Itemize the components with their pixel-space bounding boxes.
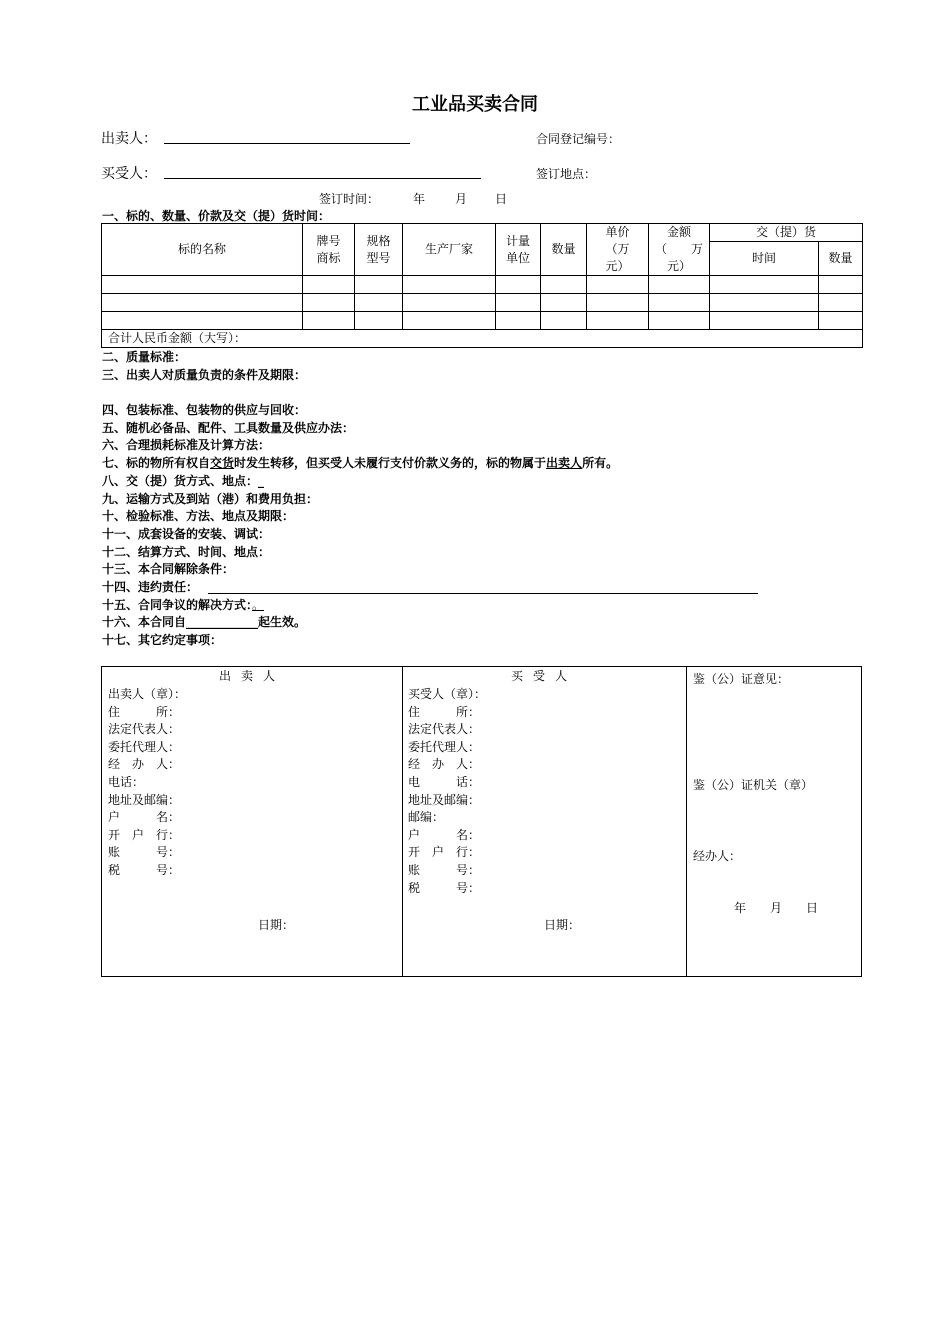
clause-17: 十七、其它约定事项：	[102, 633, 223, 647]
seller-date-label: 日期：	[258, 918, 295, 932]
header-delivery-qty: 数量	[819, 242, 863, 276]
notary-date-label: 年 月 日	[734, 901, 819, 915]
seller-column	[102, 667, 402, 976]
section1-title: 一、标的、数量、价款及交（提）货时间：	[102, 209, 331, 223]
seller-field[interactable]: 账 号：	[108, 845, 181, 860]
buyer-column-title: 买受人	[510, 669, 577, 683]
buyer-label: 买受人：	[101, 166, 157, 182]
clause-12: 十二、结算方式、时间、地点：	[102, 544, 271, 559]
contract-no-label: 合同登记编号：	[536, 132, 621, 146]
buyer-field[interactable]: 账 号：	[408, 862, 481, 877]
seller-field[interactable]: 地址及邮编：	[108, 792, 181, 807]
clause-15: 十五、合同争议的解决方式：。	[102, 597, 265, 612]
buyer-field[interactable]: 地址及邮编：	[408, 792, 481, 807]
clause-7: 七、标的物所有权自交货时发生转移，但买受人未履行支付价款义务的，标的物属于出卖人所有。	[102, 456, 619, 471]
clause-blank	[102, 384, 618, 402]
signature-box	[101, 666, 862, 977]
header-price: 单价 （万 元）	[587, 224, 649, 276]
clause-9: 九、运输方式及到站（港）和费用负担：	[102, 491, 319, 506]
seller-field[interactable]: 税 号：	[108, 862, 181, 877]
clause-4: 四、包装标准、包装物的供应与回收：	[102, 403, 307, 418]
header-delivery: 交（提）货	[710, 224, 863, 242]
buyer-field[interactable]: 委托代理人：	[408, 739, 481, 754]
seller-field[interactable]: 住 所：	[108, 704, 181, 719]
buyer-field[interactable]: 开 户 行：	[408, 845, 481, 860]
header-unit: 计量 单位	[496, 224, 541, 276]
header-spec: 规格 型号	[355, 224, 403, 276]
sign-month-label: 月	[455, 192, 468, 206]
sign-time-label: 签订时间：	[319, 192, 380, 206]
clause-2: 二、质量标准：	[102, 350, 187, 364]
clause-6: 六、合理损耗标准及计算方法：	[102, 438, 271, 453]
buyer-field[interactable]: 买受人（章）：	[408, 687, 487, 701]
header-qty: 数量	[541, 224, 587, 276]
notary-opinion-label: 鉴（公）证意见：	[693, 672, 790, 686]
clause-13: 十三、本合同解除条件：	[102, 562, 235, 577]
seller-column-title: 出卖人	[218, 669, 285, 683]
clause-11: 十一、成套设备的安装、调试：	[102, 526, 271, 541]
seller-field[interactable]: 出卖人（章）：	[108, 687, 187, 701]
clause-14: 十四、违约责任：	[102, 579, 618, 597]
header-brand: 牌号 商标	[303, 224, 355, 276]
page-title: 工业品买卖合同	[412, 94, 538, 115]
buyer-field[interactable]: 邮编：	[408, 810, 445, 825]
seller-field[interactable]: 户 名：	[108, 810, 181, 825]
clause-3: 三、出卖人对质量负责的条件及期限：	[102, 367, 307, 382]
seller-field[interactable]: 经 办 人：	[108, 757, 181, 772]
buyer-field[interactable]: 税 号：	[408, 880, 481, 895]
notary-handler-label[interactable]: 经办人：	[693, 849, 742, 863]
buyer-column	[402, 667, 686, 976]
sign-year-label: 年	[413, 192, 426, 206]
buyer-field[interactable]: 电 话：	[408, 774, 481, 789]
total-amount-label[interactable]: 合计人民币金额（大写）：	[102, 330, 863, 348]
header-name: 标的名称	[102, 224, 303, 276]
clause-list	[102, 349, 618, 650]
seller-label: 出卖人：	[101, 131, 157, 147]
goods-table	[101, 223, 863, 348]
clause-5: 五、随机必备品、配件、工具数量及供应办法：	[102, 420, 355, 435]
header-amount: 金额 （ 万 元）	[649, 224, 710, 276]
buyer-field[interactable]: 住 所：	[408, 704, 481, 719]
notary-seal-label: 鉴（公）证机关（章）	[693, 778, 814, 792]
table-row[interactable]	[102, 312, 863, 330]
header-delivery-time: 时间	[710, 242, 819, 276]
buyer-date-label: 日期：	[544, 918, 581, 932]
sign-day-label: 日	[495, 192, 508, 206]
header-maker: 生产厂家	[403, 224, 496, 276]
clause-8: 八、交（提）货方式、地点：_	[102, 473, 265, 488]
clause-10: 十、检验标准、方法、地点及期限：	[102, 509, 295, 524]
seller-field[interactable]: 法定代表人：	[108, 722, 181, 737]
sign-place-label: 签订地点：	[536, 167, 597, 181]
buyer-field[interactable]: 经 办 人：	[408, 757, 481, 772]
seller-field[interactable]: 委托代理人：	[108, 739, 181, 754]
buyer-name-field[interactable]	[164, 178, 481, 179]
buyer-field[interactable]: 户 名：	[408, 827, 481, 842]
seller-field[interactable]: 开 户 行：	[108, 827, 181, 842]
table-row[interactable]	[102, 276, 863, 294]
clause-16: 十六、本合同自____________起生效。	[102, 615, 307, 630]
seller-name-field[interactable]	[164, 143, 410, 144]
table-row[interactable]	[102, 294, 863, 312]
seller-field[interactable]: 电话：	[108, 774, 145, 789]
notary-column	[686, 667, 861, 976]
breach-liability-field[interactable]	[208, 593, 758, 594]
buyer-field[interactable]: 法定代表人：	[408, 722, 481, 737]
